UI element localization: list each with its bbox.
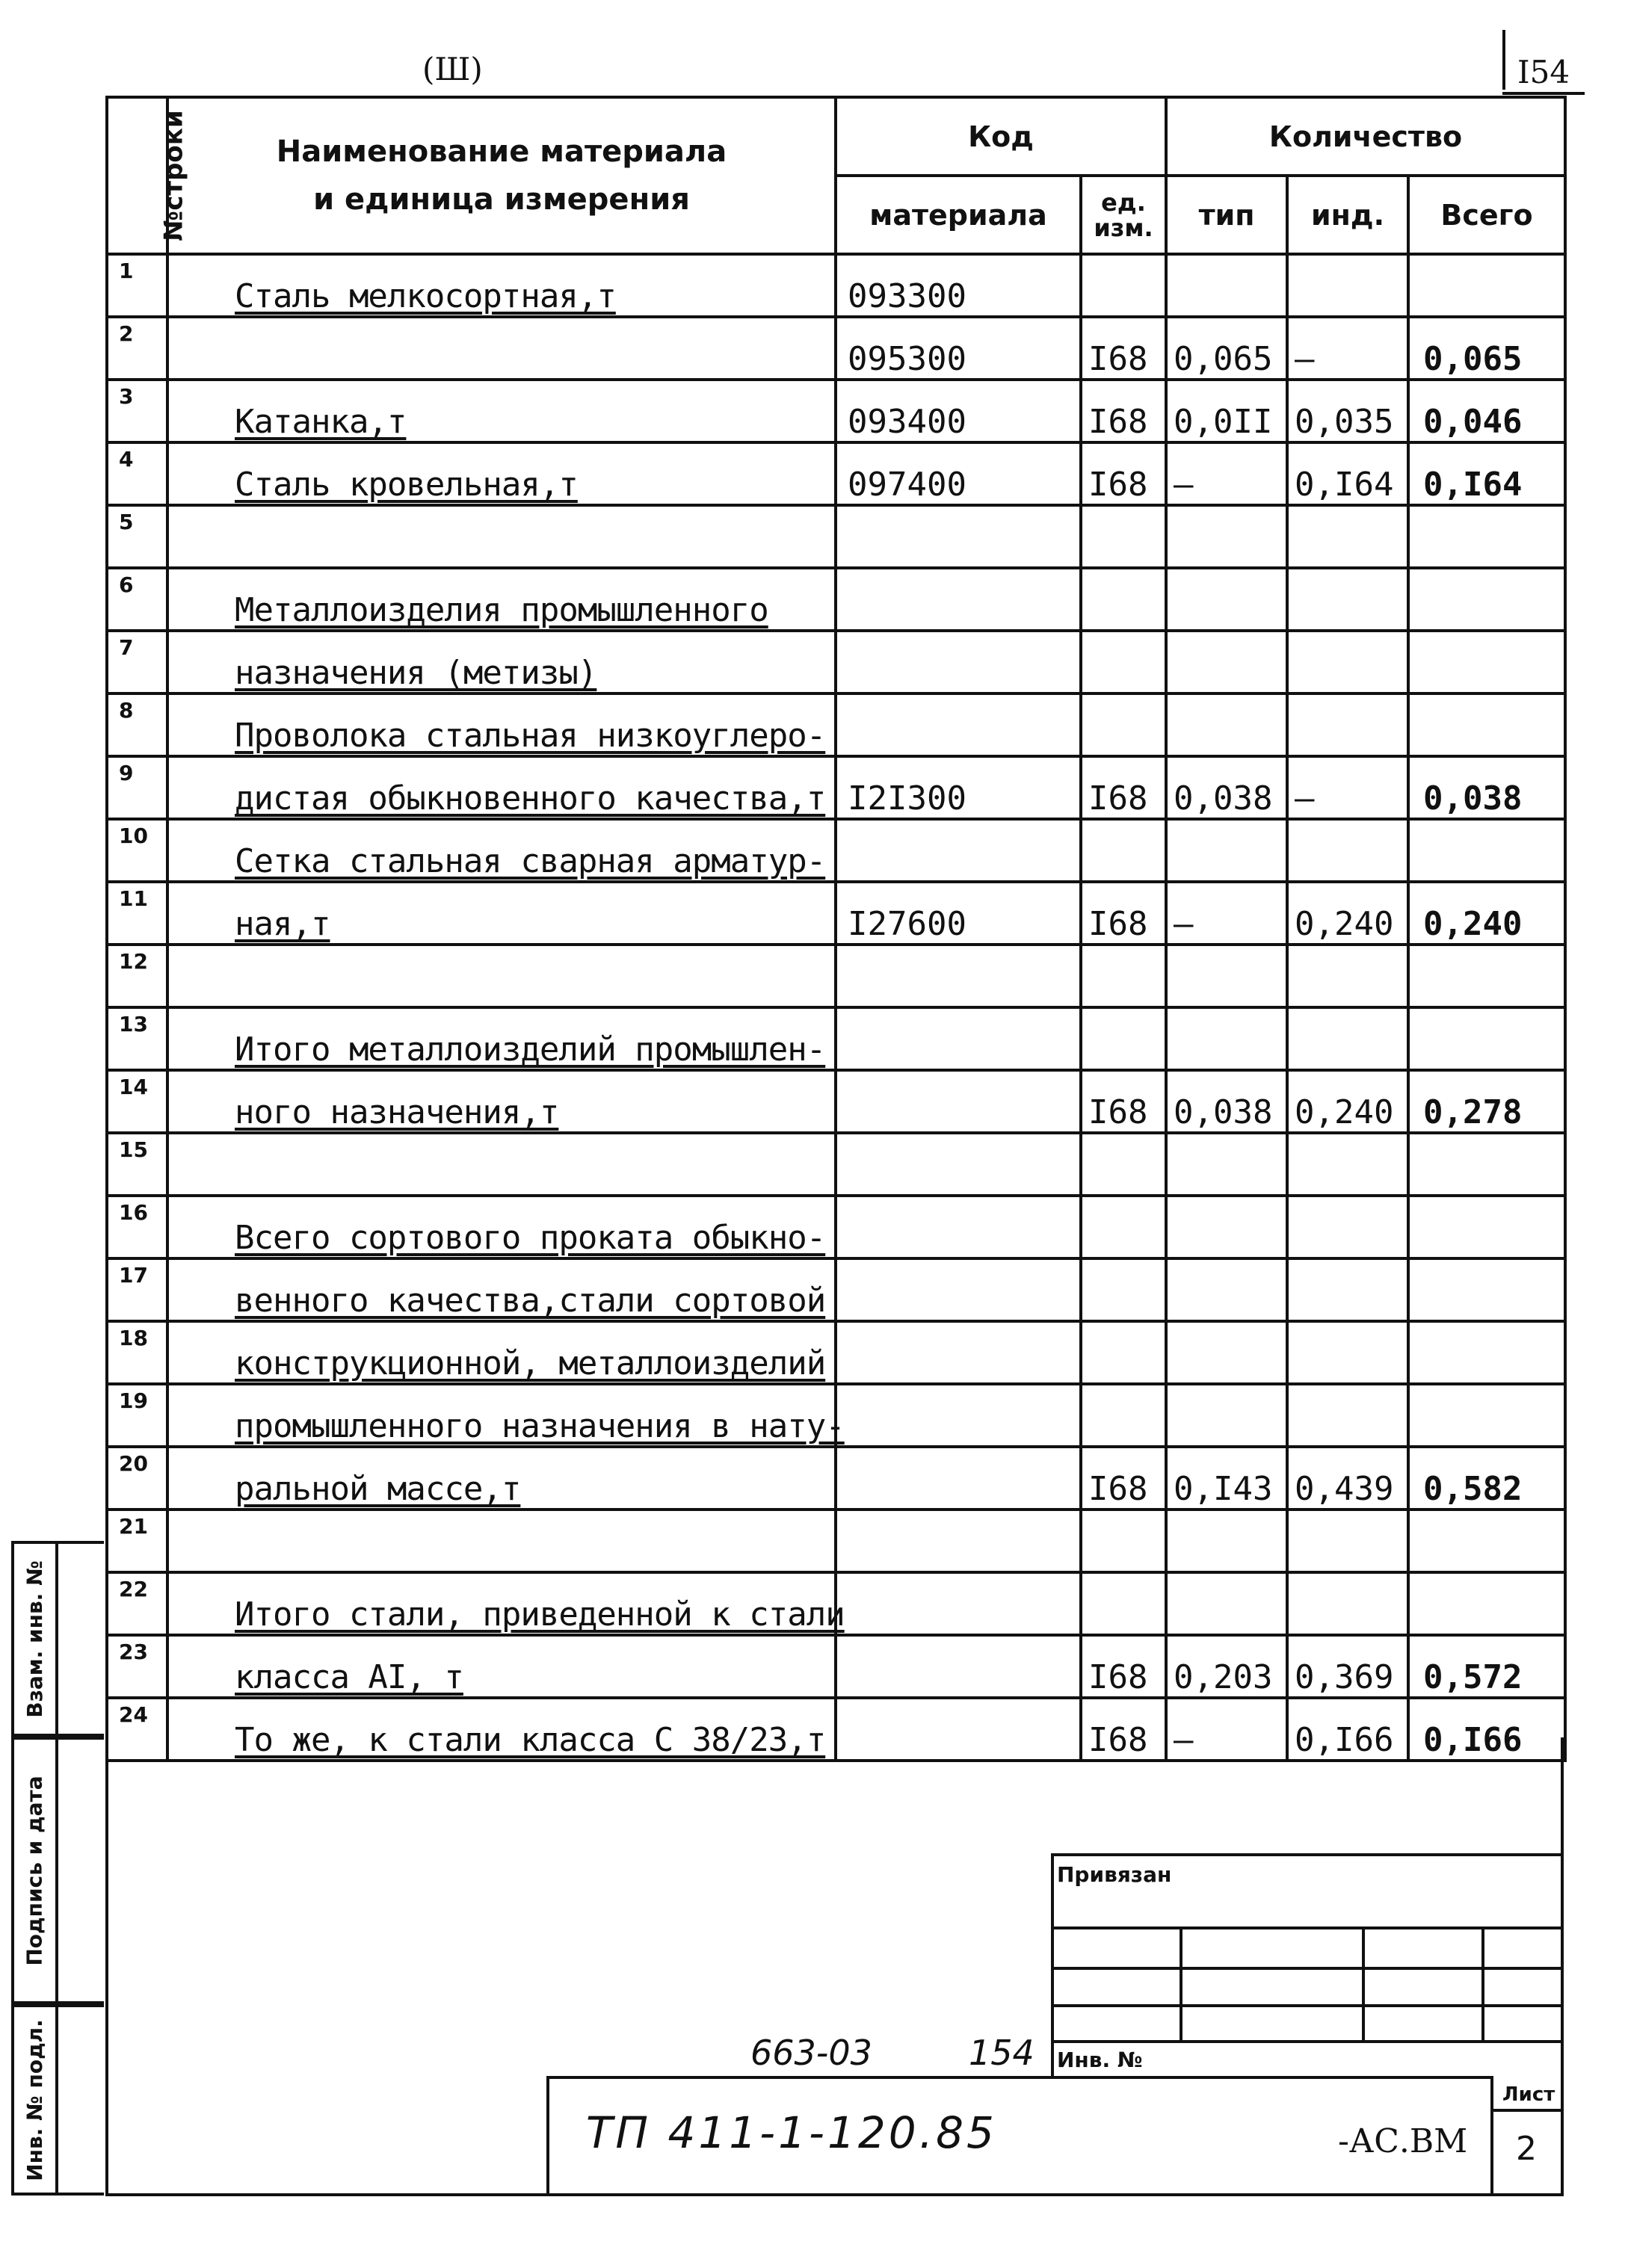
material-code-cell	[836, 631, 1081, 693]
inv-no-label: Инв. №	[1057, 2048, 1143, 2072]
material-code-cell: 097400	[836, 442, 1081, 505]
stamp-vzam-inv: Взам. инв. №	[11, 1541, 104, 1737]
qty-type-cell: –	[1166, 442, 1287, 505]
privyazan-col1	[1180, 1926, 1182, 2040]
table-row	[107, 568, 1565, 631]
qty-type-cell: 0,203	[1166, 1635, 1287, 1698]
row-number-cell: 6	[107, 568, 167, 631]
qty-ind-cell: –	[1287, 317, 1408, 380]
material-code-cell	[836, 1698, 1081, 1761]
row-number-cell: 4	[107, 442, 167, 505]
table-row	[107, 693, 1565, 756]
stamp-podpis-data: Подпись и дата	[11, 1737, 104, 2004]
material-name-cell	[167, 317, 836, 380]
material-code-cell	[836, 1635, 1081, 1698]
qty-ind-cell: 0,240	[1287, 882, 1408, 945]
qty-total-cell	[1408, 1133, 1565, 1196]
header-qty-ind: инд.	[1287, 176, 1408, 254]
privyazan-top	[1051, 1853, 1564, 1856]
row-number-cell: 20	[107, 1447, 167, 1510]
qty-total-cell	[1408, 505, 1565, 568]
material-name-cell: класса АI, т	[167, 1635, 836, 1698]
qty-total-cell	[1408, 1384, 1565, 1447]
material-code-cell: 095300	[836, 317, 1081, 380]
table-row	[107, 1196, 1565, 1258]
unit-code-cell	[1081, 693, 1166, 756]
qty-ind-cell	[1287, 505, 1408, 568]
qty-type-cell: 0,I43	[1166, 1447, 1287, 1510]
qty-ind-cell	[1287, 631, 1408, 693]
qty-total-cell: 0,I66	[1408, 1698, 1565, 1761]
qty-type-cell	[1166, 1007, 1287, 1070]
table-row	[107, 1698, 1565, 1761]
qty-type-cell: 0,038	[1166, 756, 1287, 819]
qty-type-cell	[1166, 819, 1287, 882]
page-number: I54	[1517, 54, 1570, 90]
row-number-cell: 21	[107, 1510, 167, 1572]
material-code-cell	[836, 505, 1081, 568]
qty-type-cell: 0,038	[1166, 1070, 1287, 1133]
materials-table	[105, 96, 1567, 1762]
material-code-cell	[836, 1447, 1081, 1510]
privyazan-col2	[1362, 1926, 1365, 2040]
qty-ind-cell: 0,240	[1287, 1070, 1408, 1133]
page-number-rule	[1502, 30, 1505, 90]
qty-total-cell	[1408, 693, 1565, 756]
table-row	[107, 1635, 1565, 1698]
qty-type-cell	[1166, 1384, 1287, 1447]
qty-total-cell	[1408, 1007, 1565, 1070]
material-code-cell: I27600	[836, 882, 1081, 945]
material-name-cell	[167, 1510, 836, 1572]
header-code-group: Код	[836, 97, 1166, 176]
frame-left-lower	[105, 1737, 108, 2196]
qty-total-cell: 0,240	[1408, 882, 1565, 945]
qty-total-cell: 0,278	[1408, 1070, 1565, 1133]
privyazan-label: Привязан	[1057, 1862, 1172, 1887]
unit-code-cell	[1081, 505, 1166, 568]
qty-type-cell	[1166, 693, 1287, 756]
unit-code-cell: I68	[1081, 1070, 1166, 1133]
material-code-cell	[836, 1258, 1081, 1321]
table-row	[107, 505, 1565, 568]
qty-total-cell: 0,582	[1408, 1447, 1565, 1510]
material-name-cell	[167, 505, 836, 568]
doc-designation: ТП 411-1-120.85	[586, 2107, 997, 2158]
material-code-cell	[836, 1384, 1081, 1447]
qty-total-cell: 0,572	[1408, 1635, 1565, 1698]
page-number-underline	[1502, 92, 1585, 95]
unit-code-cell	[1081, 254, 1166, 317]
unit-code-cell	[1081, 819, 1166, 882]
material-code-cell: 093400	[836, 380, 1081, 442]
material-code-cell	[836, 1572, 1081, 1635]
table-row	[107, 1572, 1565, 1635]
header-material-name: Наименование материала и единица измерения	[167, 97, 836, 254]
row-number-cell: 15	[107, 1133, 167, 1196]
qty-total-cell	[1408, 1510, 1565, 1572]
unit-code-cell: I68	[1081, 1635, 1166, 1698]
row-number-cell: 3	[107, 380, 167, 442]
material-name-cell: Сетка стальная сварная арматур-	[167, 819, 836, 882]
qty-total-cell	[1408, 819, 1565, 882]
qty-total-cell: 0,I64	[1408, 442, 1565, 505]
row-number-cell: 8	[107, 693, 167, 756]
row-number-cell: 19	[107, 1384, 167, 1447]
qty-type-cell: –	[1166, 1698, 1287, 1761]
title-top	[546, 2076, 1490, 2079]
title-left	[546, 2076, 549, 2196]
list-label: Лист	[1502, 2083, 1555, 2106]
material-code-cell	[836, 1321, 1081, 1384]
qty-total-cell	[1408, 1321, 1565, 1384]
material-name-cell: Итого стали, приведенной к стали	[167, 1572, 836, 1635]
table-row	[107, 254, 1565, 317]
row-number-cell: 2	[107, 317, 167, 380]
qty-ind-cell: 0,035	[1287, 380, 1408, 442]
qty-total-cell	[1408, 1572, 1565, 1635]
qty-total-cell: 0,046	[1408, 380, 1565, 442]
header-code-material: материала	[836, 176, 1081, 254]
qty-type-cell	[1166, 1133, 1287, 1196]
material-name-cell	[167, 945, 836, 1007]
row-number-cell: 17	[107, 1258, 167, 1321]
table-row	[107, 819, 1565, 882]
unit-code-cell: I68	[1081, 442, 1166, 505]
qty-type-cell	[1166, 568, 1287, 631]
qty-ind-cell	[1287, 254, 1408, 317]
unit-code-cell	[1081, 1133, 1166, 1196]
qty-type-cell	[1166, 1258, 1287, 1321]
material-name-cell: То же, к стали класса С 38/23,т	[167, 1698, 836, 1761]
unit-code-cell	[1081, 568, 1166, 631]
material-name-cell: Проволока стальная низкоуглеро-	[167, 693, 836, 756]
qty-ind-cell	[1287, 568, 1408, 631]
table-row	[107, 1258, 1565, 1321]
unit-code-cell	[1081, 945, 1166, 1007]
qty-ind-cell: 0,I64	[1287, 442, 1408, 505]
qty-ind-cell	[1287, 1384, 1408, 1447]
unit-code-cell	[1081, 631, 1166, 693]
material-code-cell	[836, 693, 1081, 756]
qty-type-cell	[1166, 1321, 1287, 1384]
list-box-divider	[1490, 2109, 1564, 2112]
material-code-cell	[836, 1133, 1081, 1196]
material-code-cell	[836, 819, 1081, 882]
privyazan-row4	[1051, 2040, 1564, 2043]
header-qty-type: тип	[1166, 176, 1287, 254]
material-name-cell: Катанка,т	[167, 380, 836, 442]
material-code-cell	[836, 568, 1081, 631]
material-name-cell: назначения (метизы)	[167, 631, 836, 693]
handwritten-page: 154	[969, 2033, 1034, 2073]
qty-ind-cell: –	[1287, 756, 1408, 819]
material-code-cell	[836, 1510, 1081, 1572]
qty-ind-cell	[1287, 1007, 1408, 1070]
material-name-cell: Металлоизделия промышленного	[167, 568, 836, 631]
qty-ind-cell	[1287, 1133, 1408, 1196]
frame-bottom	[105, 2193, 1564, 2196]
qty-ind-cell: 0,I66	[1287, 1698, 1408, 1761]
row-number-cell: 18	[107, 1321, 167, 1384]
list-box-left	[1490, 2076, 1493, 2196]
unit-code-cell: I68	[1081, 1447, 1166, 1510]
row-number-cell: 11	[107, 882, 167, 945]
material-name-cell: промышленного назначения в нату-	[167, 1384, 836, 1447]
row-number-cell: 23	[107, 1635, 167, 1698]
header-mark: (Ш)	[422, 51, 483, 87]
qty-total-cell: 0,038	[1408, 756, 1565, 819]
qty-ind-cell	[1287, 1510, 1408, 1572]
doc-suffix: -АС.ВМ	[1338, 2122, 1468, 2160]
unit-code-cell: I68	[1081, 380, 1166, 442]
stamp-inv-podl: Инв. № подл.	[11, 2004, 104, 2196]
header-row-number: №строки	[107, 97, 167, 254]
privyazan-col3	[1481, 1926, 1484, 2040]
qty-ind-cell	[1287, 693, 1408, 756]
unit-code-cell	[1081, 1384, 1166, 1447]
table-row	[107, 1070, 1565, 1133]
row-number-cell: 14	[107, 1070, 167, 1133]
qty-total-cell	[1408, 1196, 1565, 1258]
table-row	[107, 631, 1565, 693]
unit-code-cell: I68	[1081, 317, 1166, 380]
qty-total-cell	[1408, 254, 1565, 317]
table-row	[107, 1133, 1565, 1196]
unit-code-cell	[1081, 1007, 1166, 1070]
material-name-cell	[167, 1133, 836, 1196]
qty-type-cell	[1166, 631, 1287, 693]
row-number-cell: 13	[107, 1007, 167, 1070]
qty-ind-cell	[1287, 1196, 1408, 1258]
qty-type-cell: 0,0II	[1166, 380, 1287, 442]
unit-code-cell	[1081, 1510, 1166, 1572]
qty-type-cell	[1166, 1510, 1287, 1572]
material-name-cell: венного качества,стали сортовой	[167, 1258, 836, 1321]
material-code-cell	[836, 1070, 1081, 1133]
qty-ind-cell	[1287, 945, 1408, 1007]
material-name-cell: ная,т	[167, 882, 836, 945]
table-row	[107, 380, 1565, 442]
qty-total-cell	[1408, 1258, 1565, 1321]
header-qty-total: Всего	[1408, 176, 1565, 254]
qty-type-cell	[1166, 505, 1287, 568]
privyazan-row1	[1051, 1926, 1564, 1929]
material-name-cell: Итого металлоизделий промышлен-	[167, 1007, 836, 1070]
material-code-cell: I2I300	[836, 756, 1081, 819]
qty-ind-cell	[1287, 819, 1408, 882]
material-name-cell: Всего сортового проката обыкно-	[167, 1196, 836, 1258]
table-row	[107, 1007, 1565, 1070]
row-number-cell: 22	[107, 1572, 167, 1635]
qty-type-cell	[1166, 945, 1287, 1007]
material-name-cell: дистая обыкновенного качества,т	[167, 756, 836, 819]
material-code-cell	[836, 1196, 1081, 1258]
handwritten-code: 663-03	[750, 2033, 872, 2073]
row-number-cell: 12	[107, 945, 167, 1007]
qty-total-cell	[1408, 631, 1565, 693]
qty-total-cell	[1408, 568, 1565, 631]
table-row	[107, 442, 1565, 505]
unit-code-cell	[1081, 1572, 1166, 1635]
table-row	[107, 1384, 1565, 1447]
qty-ind-cell: 0,439	[1287, 1447, 1408, 1510]
table-row	[107, 317, 1565, 380]
qty-type-cell: 0,065	[1166, 317, 1287, 380]
row-number-cell: 5	[107, 505, 167, 568]
row-number-cell: 24	[107, 1698, 167, 1761]
qty-ind-cell	[1287, 1258, 1408, 1321]
qty-type-cell	[1166, 1572, 1287, 1635]
table-row	[107, 945, 1565, 1007]
material-code-cell: 093300	[836, 254, 1081, 317]
qty-type-cell: –	[1166, 882, 1287, 945]
qty-total-cell: 0,065	[1408, 317, 1565, 380]
material-name-cell: ральной массе,т	[167, 1447, 836, 1510]
unit-code-cell: I68	[1081, 882, 1166, 945]
unit-code-cell	[1081, 1258, 1166, 1321]
material-code-cell	[836, 1007, 1081, 1070]
privyazan-row3	[1051, 2004, 1564, 2007]
row-number-cell: 7	[107, 631, 167, 693]
qty-ind-cell	[1287, 1321, 1408, 1384]
unit-code-cell: I68	[1081, 756, 1166, 819]
row-number-cell: 10	[107, 819, 167, 882]
table-row	[107, 1447, 1565, 1510]
qty-total-cell	[1408, 945, 1565, 1007]
qty-ind-cell: 0,369	[1287, 1635, 1408, 1698]
unit-code-cell	[1081, 1321, 1166, 1384]
material-name-cell: ного назначения,т	[167, 1070, 836, 1133]
qty-type-cell	[1166, 1196, 1287, 1258]
row-number-cell: 16	[107, 1196, 167, 1258]
qty-ind-cell	[1287, 1572, 1408, 1635]
table-row	[107, 756, 1565, 819]
material-name-cell: конструкционной, металлоизделий	[167, 1321, 836, 1384]
sheet-number: 2	[1516, 2130, 1537, 2168]
row-number-cell: 9	[107, 756, 167, 819]
qty-type-cell	[1166, 254, 1287, 317]
material-code-cell	[836, 945, 1081, 1007]
privyazan-row2	[1051, 1967, 1564, 1970]
material-name-cell: Сталь кровельная,т	[167, 442, 836, 505]
table-row	[107, 1321, 1565, 1384]
unit-code-cell	[1081, 1196, 1166, 1258]
table-row	[107, 1510, 1565, 1572]
material-name-cell: Сталь мелкосортная,т	[167, 254, 836, 317]
header-quantity-group: Количество	[1166, 97, 1565, 176]
row-number-cell: 1	[107, 254, 167, 317]
unit-code-cell: I68	[1081, 1698, 1166, 1761]
table-row	[107, 882, 1565, 945]
header-code-unit: ед. изм.	[1081, 176, 1166, 254]
